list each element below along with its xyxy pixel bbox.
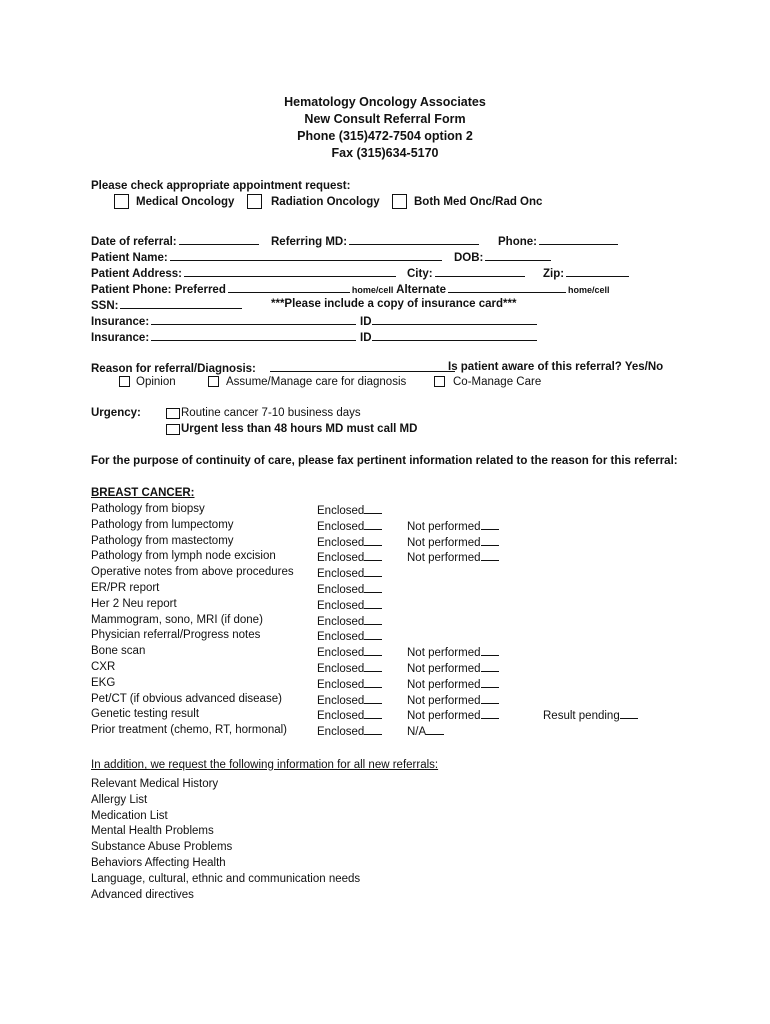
insurance-label: Insurance: xyxy=(91,316,150,328)
additional-info-item: Allergy List xyxy=(91,793,148,806)
breast-cancer-item: Genetic testing result xyxy=(91,708,200,721)
medical-oncology-label: Medical Oncology xyxy=(136,196,235,208)
breast-cancer-item: Mammogram, sono, MRI (if done) xyxy=(91,613,263,626)
breast-cancer-item: EKG xyxy=(91,676,116,689)
both-onc-checkbox[interactable] xyxy=(392,194,407,209)
enclosed-label: Enclosed xyxy=(317,552,365,565)
additional-info-item: Relevant Medical History xyxy=(91,778,219,790)
insurance-field-2[interactable] xyxy=(91,329,358,345)
enclosed-field[interactable] xyxy=(317,518,382,534)
enclosed-field[interactable] xyxy=(317,613,382,629)
referrer-phone-label: Phone: xyxy=(498,236,537,248)
clinic-fax: Fax (315)634-5170 xyxy=(331,146,439,160)
not-performed-label: Not performed xyxy=(407,536,481,549)
enclosed-label: Enclosed xyxy=(317,663,365,675)
co-manage-label: Co-Manage Care xyxy=(453,376,542,388)
both-onc-label: Both Med Onc/Rad Onc xyxy=(414,196,543,208)
enclosed-field[interactable] xyxy=(317,692,382,708)
enclosed-field[interactable] xyxy=(317,676,382,692)
enclosed-label: Enclosed xyxy=(317,584,365,596)
additional-info-item: Mental Health Problems xyxy=(91,825,214,838)
routine-checkbox[interactable] xyxy=(166,408,180,419)
dob-field[interactable] xyxy=(454,249,553,265)
not-performed-label: Not performed xyxy=(407,710,481,723)
breast-cancer-item: Prior treatment (chemo, RT, hormonal) xyxy=(91,724,287,737)
dob-label: DOB: xyxy=(454,252,484,264)
patient-phone-field[interactable] xyxy=(91,281,610,297)
not-performed-label: Not performed xyxy=(407,678,481,691)
not-performed-field[interactable] xyxy=(407,692,499,708)
enclosed-field[interactable] xyxy=(317,581,382,597)
not-performed-field[interactable] xyxy=(407,644,499,660)
enclosed-field[interactable] xyxy=(317,707,382,723)
additional-info-item: Behaviors Affecting Health xyxy=(91,857,226,869)
clinic-name: Hematology Oncology Associates xyxy=(284,95,486,109)
enclosed-label: Enclosed xyxy=(317,599,365,612)
insurance-field-1[interactable] xyxy=(91,313,358,329)
enclosed-field[interactable] xyxy=(317,534,382,550)
not-performed-label: Not performed xyxy=(407,552,481,565)
city-label: City: xyxy=(407,268,433,280)
urgent-checkbox[interactable] xyxy=(166,424,180,435)
medical-oncology-checkbox[interactable] xyxy=(114,194,129,209)
enclosed-field[interactable] xyxy=(317,549,382,565)
not-performed-field[interactable] xyxy=(407,518,499,534)
enclosed-label: Enclosed xyxy=(317,568,365,581)
patient-phone-label: Patient Phone: Preferred xyxy=(91,284,226,296)
insurance-id-field-2[interactable] xyxy=(360,329,539,345)
breast-cancer-item: Pet/CT (if obvious advanced disease) xyxy=(91,692,282,705)
date-of-referral-field[interactable] xyxy=(91,233,261,249)
not-performed-field[interactable] xyxy=(407,676,499,692)
enclosed-label: Enclosed xyxy=(317,615,365,628)
form-title: New Consult Referral Form xyxy=(304,112,466,126)
referring-md-field[interactable] xyxy=(271,233,481,249)
referring-md-label: Referring MD: xyxy=(271,236,348,248)
breast-cancer-item: Operative notes from above procedures xyxy=(91,566,294,579)
urgent-label: Urgent less than 48 hours MD must call MD xyxy=(181,423,418,435)
breast-cancer-heading: BREAST CANCER: xyxy=(91,487,195,499)
result-pending-label: Result pending xyxy=(543,710,620,723)
additional-info-item: Medication List xyxy=(91,809,168,822)
not-performed-label: Not performed xyxy=(407,694,481,707)
patient-name-label: Patient Name: xyxy=(91,252,168,264)
na-label: N/A xyxy=(407,726,427,739)
breast-cancer-item: Pathology from lumpectomy xyxy=(91,518,234,531)
patient-name-field[interactable] xyxy=(91,249,444,265)
enclosed-field[interactable] xyxy=(317,723,382,739)
enclosed-label: Enclosed xyxy=(317,710,365,723)
assume-care-checkbox[interactable] xyxy=(208,376,219,387)
enclosed-label: Enclosed xyxy=(317,520,365,533)
insurance-id-label: ID xyxy=(360,332,372,344)
additional-info-heading: In addition, we request the following information for all new referrals: xyxy=(91,759,439,771)
reason-field[interactable] xyxy=(91,360,455,376)
enclosed-field[interactable] xyxy=(317,565,382,581)
enclosed-label: Enclosed xyxy=(317,678,365,691)
opinion-checkbox[interactable] xyxy=(119,376,130,387)
radiation-oncology-label: Radiation Oncology xyxy=(271,196,380,208)
breast-cancer-item: Pathology from biopsy xyxy=(91,503,205,515)
co-manage-checkbox[interactable] xyxy=(434,376,445,387)
opinion-label: Opinion xyxy=(136,376,176,388)
continuity-note: For the purpose of continuity of care, please fax pertinent information related to the reason for this referral: xyxy=(91,455,678,467)
breast-cancer-item: Bone scan xyxy=(91,645,146,658)
patient-aware-question: Is patient aware of this referral? Yes/No xyxy=(448,361,664,373)
breast-cancer-item: Her 2 Neu report xyxy=(91,597,177,610)
enclosed-field[interactable] xyxy=(317,644,382,660)
enclosed-field[interactable] xyxy=(317,597,382,613)
clinic-phone: Phone (315)472-7504 option 2 xyxy=(297,129,473,143)
not-performed-field[interactable] xyxy=(407,707,499,723)
ssn-label: SSN: xyxy=(91,300,119,312)
not-performed-field[interactable] xyxy=(407,660,499,676)
routine-label: Routine cancer 7-10 business days xyxy=(181,407,361,419)
reason-label: Reason for referral/Diagnosis: xyxy=(91,363,256,375)
na-field[interactable] xyxy=(407,723,444,739)
enclosed-field[interactable] xyxy=(317,628,382,644)
urgency-label: Urgency: xyxy=(91,407,141,419)
insurance-id-field-1[interactable] xyxy=(360,313,539,329)
alternate-label: Alternate xyxy=(396,284,446,296)
breast-cancer-item: CXR xyxy=(91,661,116,673)
additional-info-item: Advanced directives xyxy=(91,888,194,901)
enclosed-label: Enclosed xyxy=(317,631,365,644)
enclosed-label: Enclosed xyxy=(317,726,365,739)
not-performed-label: Not performed xyxy=(407,647,481,660)
breast-cancer-item: ER/PR report xyxy=(91,582,160,594)
insurance-label: Insurance: xyxy=(91,332,150,344)
radiation-oncology-checkbox[interactable] xyxy=(247,194,262,209)
enclosed-field[interactable] xyxy=(317,660,382,676)
zip-field[interactable] xyxy=(543,265,631,281)
enclosed-label: Enclosed xyxy=(317,647,365,660)
patient-address-label: Patient Address: xyxy=(91,268,182,280)
not-performed-field[interactable] xyxy=(407,549,499,565)
additional-info-item: Substance Abuse Problems xyxy=(91,841,233,854)
home-cell-label: home/cell xyxy=(351,285,394,295)
insurance-id-label: ID xyxy=(360,316,372,328)
not-performed-label: Not performed xyxy=(407,663,481,675)
zip-label: Zip: xyxy=(543,268,565,280)
enclosed-label: Enclosed xyxy=(317,505,365,517)
breast-cancer-item: Physician referral/Progress notes xyxy=(91,629,261,642)
not-performed-field[interactable] xyxy=(407,534,499,550)
ssn-field[interactable] xyxy=(91,297,244,313)
city-field[interactable] xyxy=(407,265,527,281)
date-of-referral-label: Date of referral: xyxy=(91,236,177,248)
insurance-note: ***Please include a copy of insurance card*** xyxy=(271,298,517,310)
patient-address-field[interactable] xyxy=(91,265,398,281)
enclosed-label: Enclosed xyxy=(317,694,365,707)
referrer-phone-field[interactable] xyxy=(498,233,620,249)
home-cell-label: home/cell xyxy=(568,285,610,295)
appointment-prompt: Please check appropriate appointment request: xyxy=(91,180,351,192)
result-pending-field[interactable] xyxy=(543,707,638,723)
breast-cancer-item: Pathology from mastectomy xyxy=(91,534,234,547)
additional-info-item: Language, cultural, ethnic and communication needs xyxy=(91,872,361,885)
enclosed-field[interactable] xyxy=(317,502,382,518)
enclosed-label: Enclosed xyxy=(317,536,365,549)
assume-care-label: Assume/Manage care for diagnosis xyxy=(226,376,407,388)
breast-cancer-item: Pathology from lymph node excision xyxy=(91,550,276,563)
not-performed-label: Not performed xyxy=(407,520,481,533)
